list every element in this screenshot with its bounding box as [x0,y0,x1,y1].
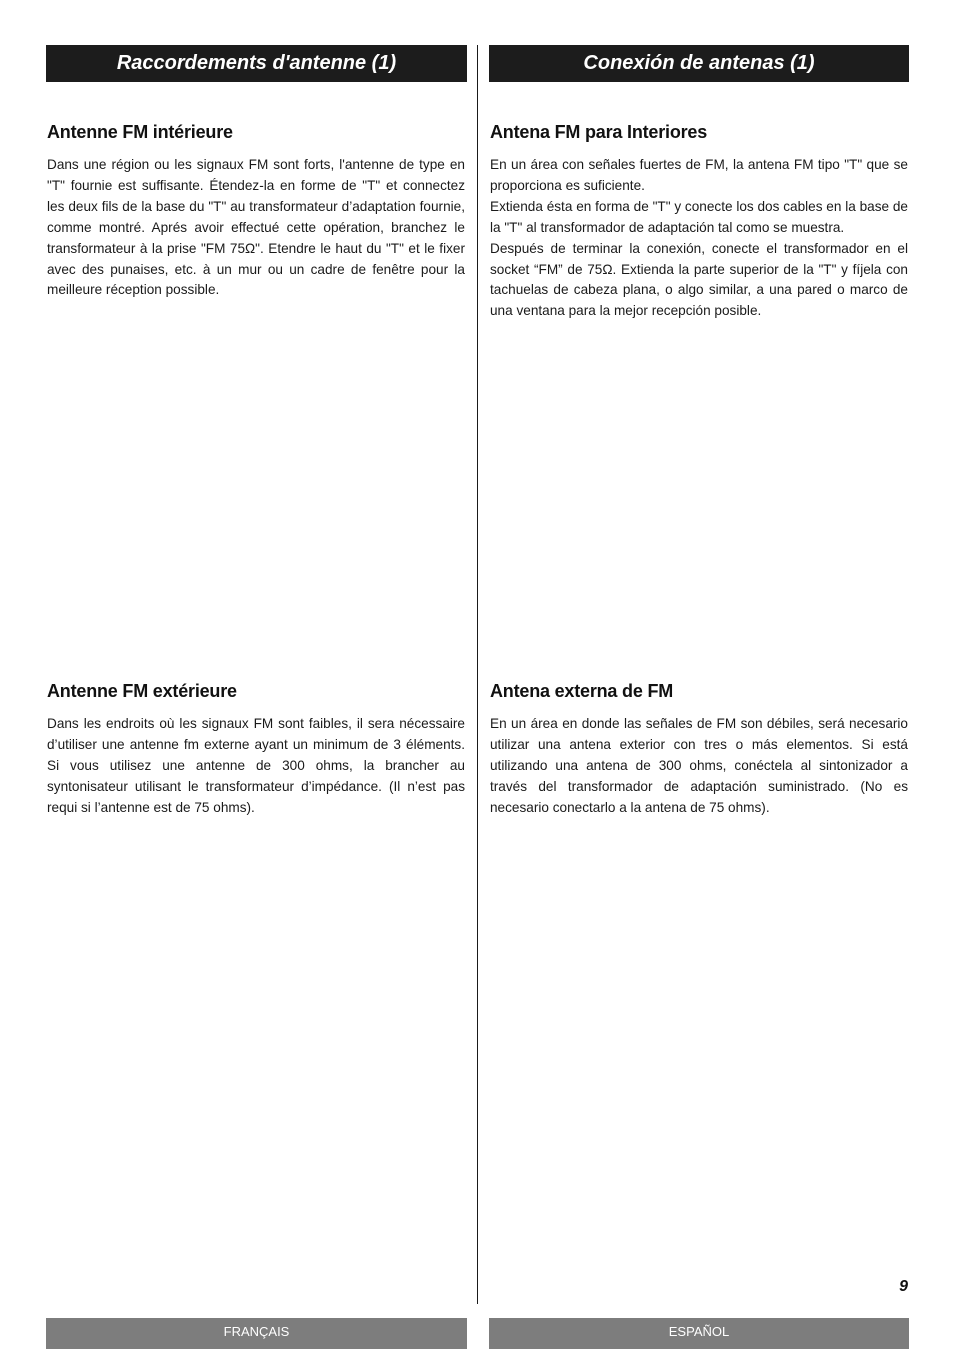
section-title-spanish: Conexión de antenas (1) [489,45,909,82]
fr-outdoor-heading: Antenne FM extérieure [47,681,237,701]
es-indoor-paragraph-1: En un área con señales fuertes de FM, la antena FM tipo "T" que se proporciona es suficiente. [490,157,908,193]
es-outdoor-fm-section [490,680,908,819]
fr-indoor-paragraph: Dans une région ou les signaux FM sont forts, l'antenne de type en "T" fournie est suffisante. Étendez-la en forme de "T" et connectez les deux fils de la base du "T" au transformateur d’adaptation fournie, comme montré. Aprés avoir effectué cette opération, branchez le transformateur à la prise "FM 75Ω". Etendre le haut du "T" et le fixer avec des punaises, etc. à un mur ou un cadre de fenêtre pour la meilleure réception possible. [47,157,465,298]
es-indoor-paragraph-2: Extienda ésta en forma de "T" y conecte los dos cables en la base de la "T" al transformador de adaptación tal como se muestra. [490,198,908,235]
fr-indoor-heading: Antenne FM intérieure [47,122,233,142]
es-indoor-paragraph-3: Después de terminar la conexión, conecte el transformador en el socket “FM” de 75Ω. Extienda la parte superior de la "T" y fíjela con tachuelas de cabeza plana, o algo similar, a una pared o marco de una ventana para la mejor recepción posible. [490,240,908,319]
es-outdoor-paragraph: En un área en donde las señales de FM son débiles, será necesario utilizar una antena exterior con tres o más elementos. Si está utilizando una antena de 300 ohms, conéctela al sintonizador a través del transformador de adaptación suministrado. (No es necesario conectarlo a la antena de 75 ohms). [490,716,908,815]
fr-outdoor-fm-section [47,680,465,819]
fr-indoor-fm-section [47,121,465,301]
page-number: 9 [899,1278,908,1295]
column-divider [477,45,478,1304]
fr-outdoor-paragraph: Dans les endroits où les signaux FM sont faibles, il sera nécessaire d’utiliser une antenne fm externe ayant un minimum de 3 éléments. Si vous utilisez une antenne de 300 ohms, la brancher au syntonisateur utilisant le transformateur d’impédance. (Il n’est pas requi si l’antenne est de 75 ohms). [47,716,465,815]
section-title-french: Raccordements d'antenne (1) [46,45,467,82]
es-indoor-heading: Antena FM para Interiores [490,122,708,142]
es-outdoor-heading: Antena externa de FM [490,681,674,701]
footer-language-spanish: ESPAÑOL [489,1318,909,1349]
es-indoor-fm-section [490,121,908,322]
footer-language-french: FRANÇAIS [46,1318,467,1349]
